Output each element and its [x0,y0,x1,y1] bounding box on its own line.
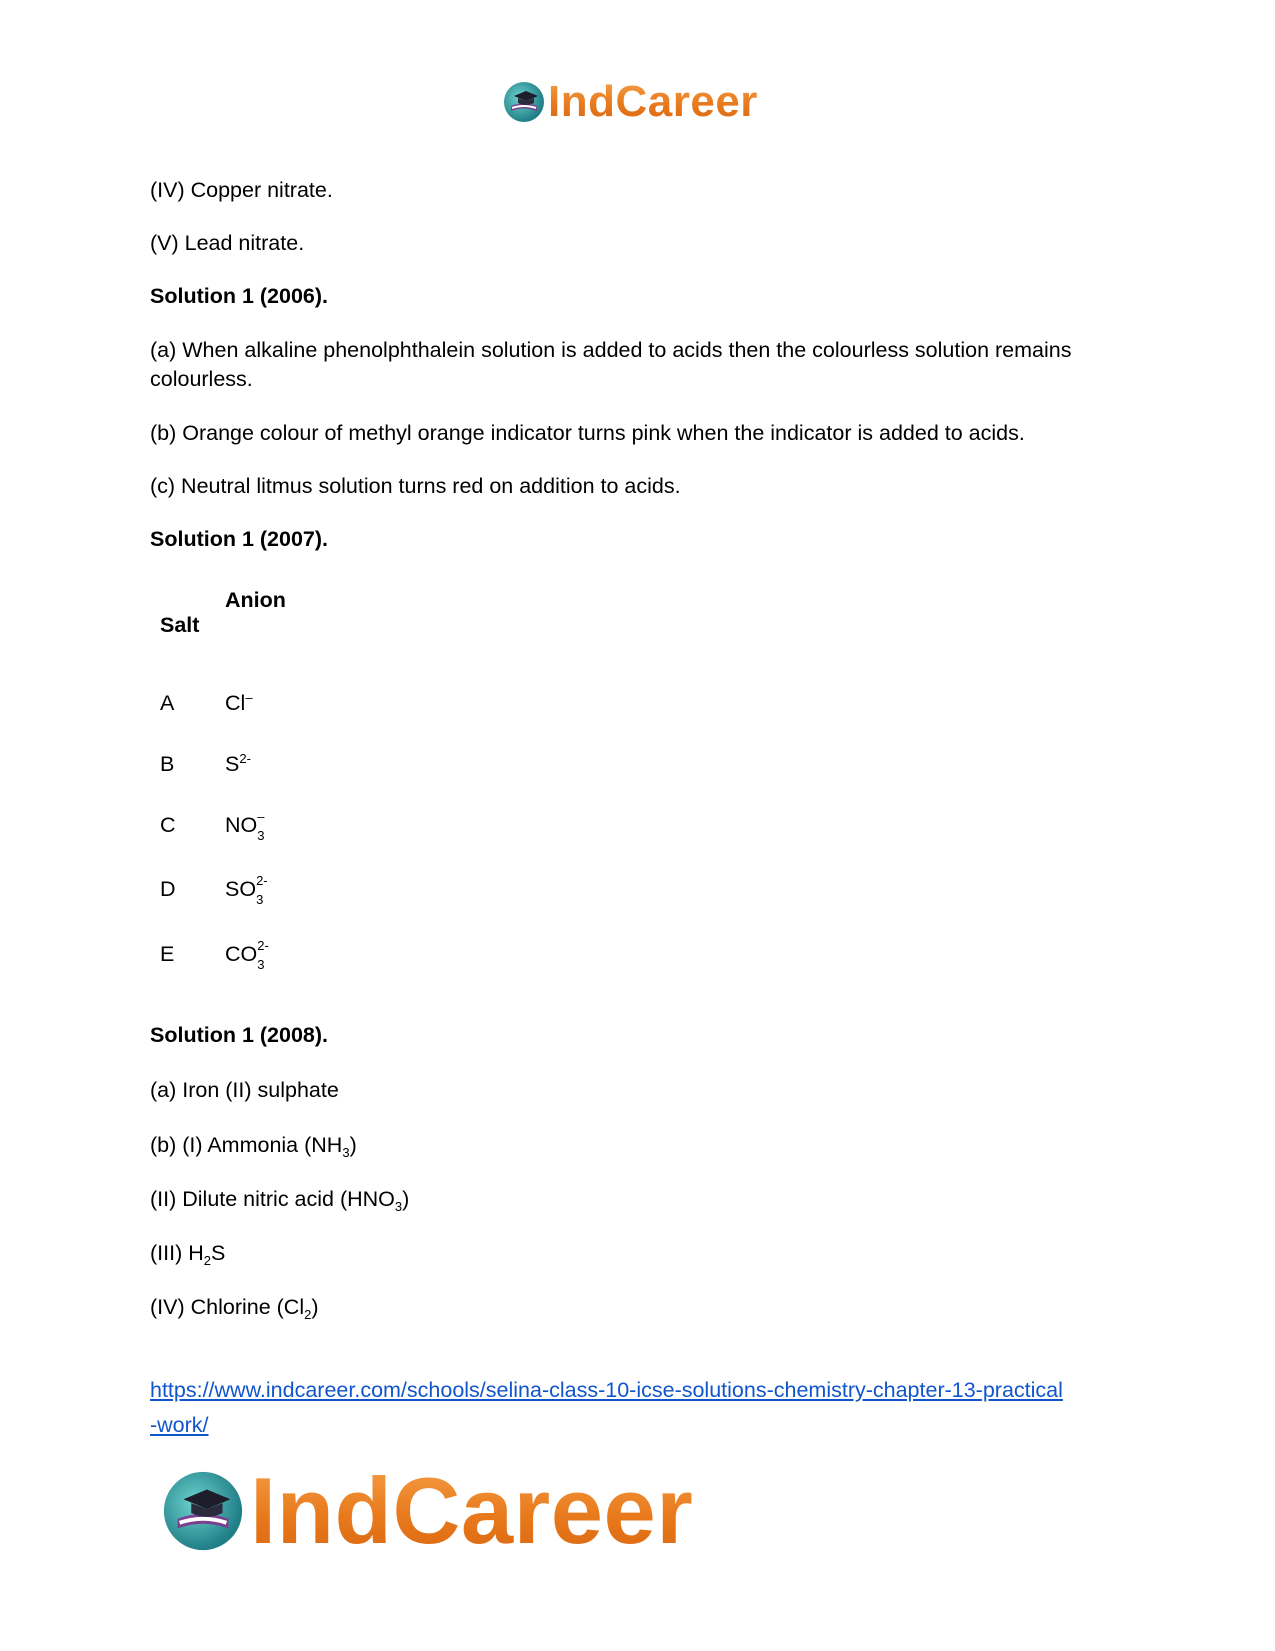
answer-c-2006: (c) Neutral litmus solution turns red on addition to acids. [150,474,681,498]
section-heading-2008: Solution 1 (2008). [150,1023,329,1047]
section-heading-2007: Solution 1 (2007). [150,527,329,551]
answer-b-2008: (b) (I) Ammonia $(NH_3)$ [150,1133,357,1160]
salt-cell: A [160,691,175,715]
answer-iv-2008: (IV) Chlorine $(Cl_2)$ [150,1295,319,1322]
table-header-salt: Salt [160,613,200,637]
list-item: (V) Lead nitrate. [150,231,305,255]
anion-cell: CO 2- 3 [225,938,269,972]
graduation-cap-book-icon [160,1468,246,1554]
answer-b-2006: (b) Orange colour of methyl orange indicator turns pink when the indicator is added to acids. [150,421,1025,445]
answer-ii-2008: (II) Dilute nitric acid $(HNO_3)$ [150,1187,410,1214]
logo-wordmark: IndCareer [548,77,758,126]
anion-cell: NO – 3 [225,809,265,843]
graduation-cap-book-icon [502,80,546,124]
answer-iii-2008: (III) $H_2S$ [150,1241,226,1268]
anion-cell: $S^{2-}$ [225,751,251,776]
salt-cell: B [160,752,175,776]
footer-logo [160,1458,694,1563]
source-link[interactable]: https://www.indcareer.com/schools/selina-class-10-icse-solutions-chemistry-chapter-13-practical -work/ [150,1378,1063,1437]
salt-cell: C [160,813,176,837]
header-logo [502,78,758,126]
source-link-block [150,1373,1063,1443]
answer-a-2008: (a) Iron (II) sulphate [150,1078,339,1102]
table-header-anion: Anion [225,588,286,612]
section-heading-2006: Solution 1 (2006). [150,284,329,308]
salt-cell: E [160,942,175,966]
anion-cell: Cl– [225,690,253,715]
list-item: (IV) Copper nitrate. [150,178,333,202]
salt-cell: D [160,877,176,901]
answer-a-2006: (a) When alkaline phenolphthalein solution is added to acids then the colourless solution remains colourless. [150,338,1072,391]
logo-wordmark: IndCareer [250,1458,694,1563]
anion-cell: SO 2- 3 [225,873,268,907]
